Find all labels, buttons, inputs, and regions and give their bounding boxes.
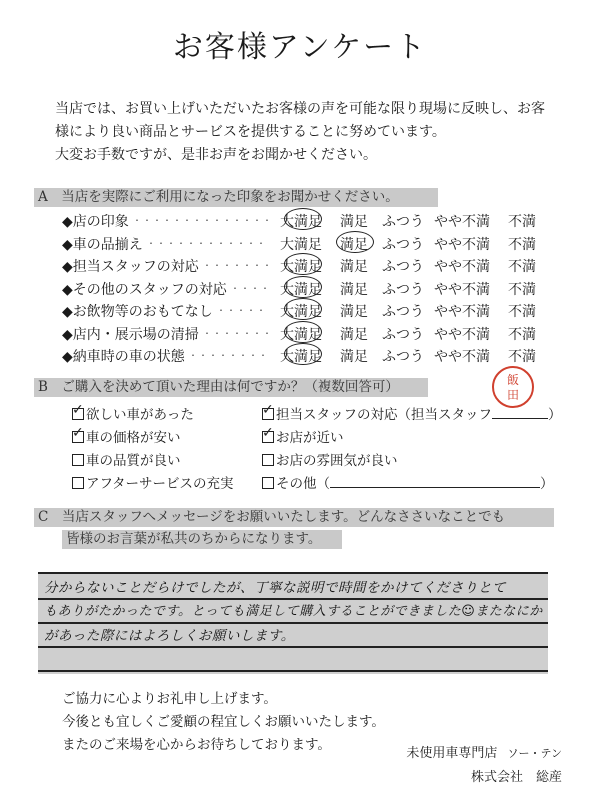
intro-line: 当店では、お買い上げいただいたお客様の声を可能な限り現場に反映し、お客 (55, 101, 545, 117)
checkbox-icon[interactable] (72, 431, 84, 443)
rating-option[interactable]: 不満 (508, 236, 536, 253)
shop-name: ソー・テン (507, 747, 562, 760)
handwritten-message-line: もありがたかったです。とっても満足して購入することができました☺またなにか (44, 604, 543, 619)
rating-option[interactable]: ふつう (382, 326, 424, 343)
checkbox-icon[interactable] (72, 454, 84, 466)
rating-option[interactable]: 大満足 (280, 304, 322, 320)
rating-option[interactable]: 大満足 (280, 214, 322, 230)
rating-option[interactable]: 不満 (508, 349, 536, 365)
checkbox-icon[interactable] (72, 477, 84, 489)
rating-option[interactable]: やや不満 (434, 259, 490, 275)
selected-circle-mark (284, 321, 322, 343)
reason-label: お店の雰囲気が良い (276, 453, 398, 469)
selected-circle-mark (284, 343, 322, 365)
rating-option[interactable]: やや不満 (434, 304, 490, 320)
rating-row-label: ◆店の印象 (62, 214, 129, 230)
selected-circle-mark (284, 253, 322, 275)
rating-row-label: ◆車の品揃え (62, 236, 143, 253)
reason-checkbox[interactable] (72, 426, 181, 446)
message-line (38, 670, 548, 672)
rating-row-label: ◆お飲物等のおもてなし (62, 304, 213, 320)
leader-dots: ・・・・・ (217, 306, 267, 315)
rating-option[interactable]: ふつう (382, 259, 424, 275)
closing-line: またのご来場を心からお待ちしております。 (62, 737, 331, 753)
section-c-header-2 (62, 530, 342, 549)
reason-checkbox[interactable] (262, 426, 344, 446)
selected-circle-mark (336, 231, 374, 253)
reason-label: 担当スタッフの対応（担当スタッフ (276, 407, 492, 423)
reason-label: 車の品質が良い (86, 453, 181, 469)
rating-row-label: ◆その他のスタッフの対応 (62, 281, 227, 298)
reason-label: その他（ (276, 476, 330, 492)
close-paren: ） (548, 407, 562, 423)
checkbox-icon[interactable] (262, 454, 274, 466)
leader-dots: ・・・・・・・ (203, 261, 273, 270)
section-c-header-1 (34, 508, 554, 527)
message-line (38, 646, 548, 648)
checkbox-icon[interactable] (262, 431, 274, 443)
rating-option[interactable]: 不満 (508, 326, 536, 343)
rating-option[interactable]: 満足 (340, 259, 368, 275)
rating-row (62, 211, 582, 231)
page-title: お客様アンケート (172, 30, 428, 65)
reason-checkbox[interactable] (262, 472, 554, 492)
rating-row-label: ◆担当スタッフの対応 (62, 259, 199, 275)
rating-row (62, 346, 582, 366)
reason-label: 欲しい車があった (86, 407, 194, 423)
handwritten-message-line: 分からないことだらけでしたが、丁寧な説明で時間をかけてくださりとて (44, 580, 506, 596)
rating-option[interactable]: 不満 (508, 304, 536, 320)
rating-option[interactable]: 満足 (340, 214, 368, 230)
rating-row (62, 234, 582, 254)
selected-circle-mark (284, 298, 322, 320)
section-a-header-text: A 当店を実際にご利用になった印象をお聞かせください。 (38, 189, 399, 205)
rating-row (62, 301, 582, 321)
reason-checkbox[interactable] (72, 449, 181, 469)
close-paren: ） (540, 476, 554, 492)
rating-option[interactable]: やや不満 (434, 281, 490, 298)
closing-line: ご協力に心よりお礼申し上げます。 (62, 691, 277, 707)
rating-option[interactable]: やや不満 (434, 236, 490, 253)
checkbox-icon[interactable] (262, 408, 274, 420)
rating-option[interactable]: ふつう (382, 281, 424, 298)
rating-option[interactable]: 大満足 (280, 326, 322, 343)
section-b-header (34, 378, 428, 397)
reason-label: 車の価格が安い (86, 430, 181, 446)
rating-option[interactable]: 満足 (340, 236, 368, 253)
rating-option[interactable]: 不満 (508, 259, 536, 275)
checkbox-icon[interactable] (262, 477, 274, 489)
rating-row (62, 324, 582, 344)
rating-option[interactable]: 満足 (340, 304, 368, 320)
rating-option[interactable]: 大満足 (280, 281, 322, 298)
intro-line: 大変お手数ですが、是非お声をお聞かせください。 (55, 147, 377, 163)
closing-line: 今後とも宜しくご愛顧の程宜しくお願いいたします。 (62, 714, 385, 730)
section-a-header (34, 188, 438, 207)
rating-option[interactable]: 満足 (340, 326, 368, 343)
reason-label: お店が近い (276, 430, 344, 446)
reason-checkbox[interactable] (72, 403, 194, 423)
rating-option[interactable]: ふつう (382, 304, 424, 320)
rating-option[interactable]: 大満足 (280, 259, 322, 275)
rating-row (62, 256, 582, 276)
rating-option[interactable]: 不満 (508, 281, 536, 298)
rating-option[interactable]: やや不満 (434, 326, 490, 343)
rating-option[interactable]: 大満足 (280, 349, 322, 365)
shop-type: 未使用車専門店 (406, 746, 498, 761)
rating-option[interactable]: 大満足 (280, 236, 322, 253)
rating-option[interactable]: やや不満 (434, 349, 490, 365)
rating-option[interactable]: ふつう (382, 349, 424, 365)
footer-shop (406, 742, 562, 761)
leader-dots: ・・・・・・・・・・・・・・ (133, 216, 273, 225)
leader-dots: ・・・・・・・ (203, 328, 273, 338)
rating-option[interactable]: 満足 (340, 281, 368, 298)
handwritten-message-line: があった際にはよろしくお願いします。 (44, 628, 295, 644)
rating-option[interactable]: 満足 (340, 349, 368, 365)
intro-text (55, 98, 575, 167)
leader-dots: ・・・・・・・・・・・・ (147, 238, 267, 248)
rating-row-label: ◆納車時の車の状態 (62, 349, 185, 365)
leader-dots: ・・・・・・・・ (189, 351, 269, 360)
footer-company: 株式会社 総産 (470, 770, 562, 785)
message-line (38, 572, 548, 574)
selected-circle-mark (284, 208, 322, 230)
reason-checkbox[interactable] (72, 472, 234, 492)
rating-option[interactable]: やや不満 (434, 214, 490, 230)
rating-option[interactable]: ふつう (382, 214, 424, 230)
section-c-header-text: 皆様のお言葉が私共のちからになります。 (66, 531, 322, 547)
intro-line: 様により良い商品とサービスを提供することに努めています。 (55, 124, 446, 140)
closing-text (62, 688, 385, 757)
reason-label: アフターサービスの充実 (86, 476, 234, 492)
rating-option[interactable]: 不満 (508, 214, 536, 230)
reason-checkbox[interactable] (262, 403, 562, 423)
seal-stamp: 飯 田 (492, 366, 534, 408)
rating-row (62, 279, 582, 299)
section-b-header-text: B ご購入を決めて頂いた理由は何ですか？（複数回答可） (38, 379, 399, 395)
leader-dots: ・・・・ (231, 283, 271, 293)
checkbox-icon[interactable] (72, 408, 84, 420)
rating-row-label: ◆店内・展示場の清掃 (62, 326, 199, 343)
section-c-header-text: C 当店スタッフへメッセージをお願いいたします。どんなささいなことでも (38, 509, 506, 525)
rating-option[interactable]: ふつう (382, 236, 424, 253)
reason-checkbox[interactable] (262, 449, 398, 469)
selected-circle-mark (284, 276, 322, 298)
